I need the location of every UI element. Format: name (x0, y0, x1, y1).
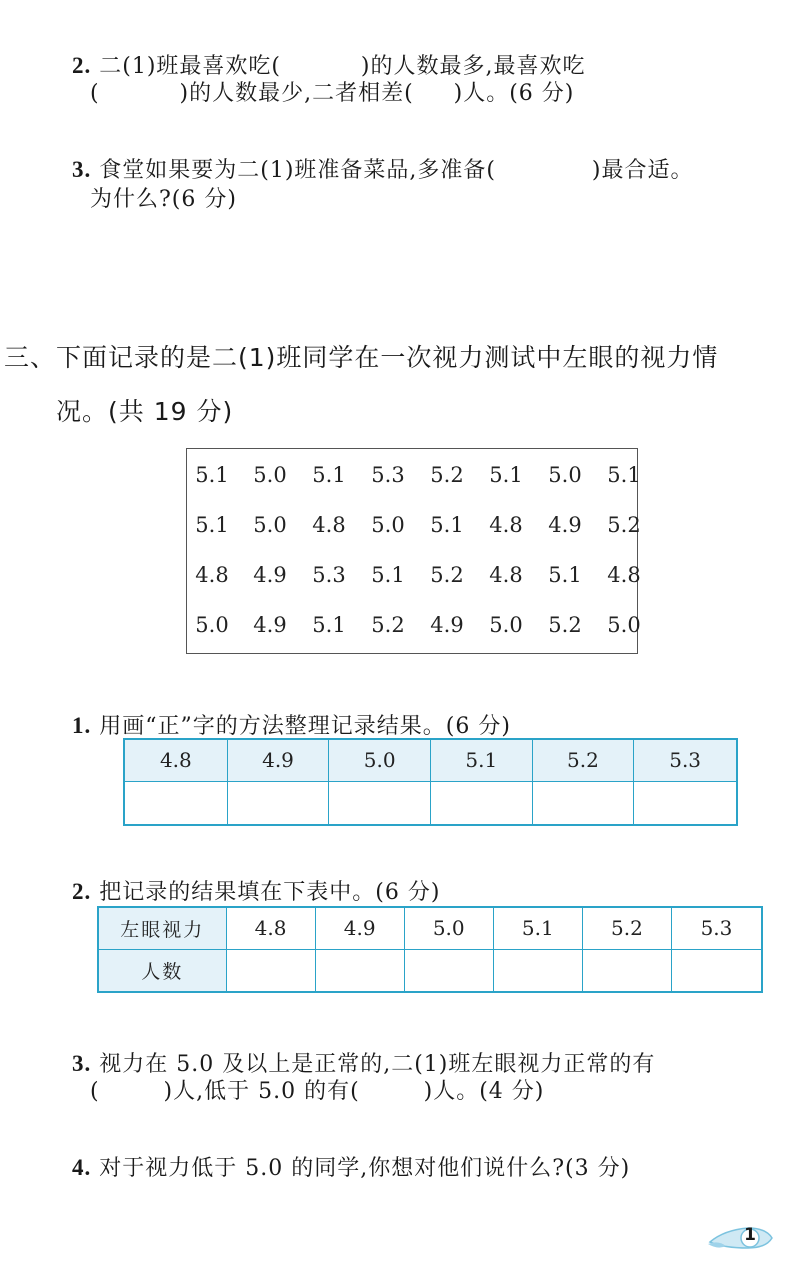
record-cell: 5.0 (371, 513, 405, 537)
tally-header-cell: 4.9 (227, 739, 329, 781)
s2-number: 2. (72, 879, 92, 904)
record-cell: 4.8 (312, 513, 346, 537)
tally-answer-row (124, 781, 737, 825)
result-value-cell: 4.8 (226, 907, 315, 949)
tally-answer-cell[interactable] (430, 781, 532, 825)
record-cell: 4.8 (607, 563, 641, 587)
section3-heading-line1: 三、下面记录的是二(1)班同学在一次视力测试中左眼的视力情 (4, 343, 719, 372)
record-cell: 5.1 (195, 513, 229, 537)
result-count-cell[interactable] (493, 949, 582, 992)
q3-line1 (56, 128, 694, 184)
result-value-cell: 5.3 (671, 907, 762, 949)
result-count-cell[interactable] (226, 949, 315, 992)
s2-text: 把记录的结果填在下表中。(6 分) (99, 880, 441, 905)
tally-answer-cell[interactable] (124, 781, 227, 825)
tally-answer-cell[interactable] (532, 781, 634, 825)
result-count-cell[interactable] (671, 949, 762, 992)
record-cell: 5.1 (195, 463, 229, 487)
record-cell: 5.1 (371, 563, 405, 587)
section3-heading-line2: 况。(共 19 分) (56, 397, 234, 426)
record-cell: 5.2 (548, 613, 582, 637)
result-value-cell: 5.1 (493, 907, 582, 949)
record-cell: 5.1 (548, 563, 582, 587)
record-cell: 5.2 (430, 463, 464, 487)
record-row (187, 463, 641, 493)
record-cell: 5.0 (607, 613, 641, 637)
tally-answer-cell[interactable] (227, 781, 329, 825)
result-count-row (98, 949, 762, 992)
rocket-icon (704, 1220, 774, 1256)
q3-number: 3. (72, 157, 92, 182)
result-count-cell[interactable] (315, 949, 404, 992)
record-cell: 4.8 (489, 513, 523, 537)
s4-number: 4. (72, 1155, 92, 1180)
tally-answer-cell[interactable] (329, 781, 431, 825)
record-cell: 5.1 (430, 513, 464, 537)
tally-header-row (124, 739, 737, 781)
record-cell: 5.1 (489, 463, 523, 487)
record-cell: 5.0 (548, 463, 582, 487)
tally-header-cell: 4.8 (124, 739, 227, 781)
result-value-cell: 5.0 (404, 907, 493, 949)
result-row-label: 左眼视力 (98, 907, 226, 949)
record-cell: 4.8 (489, 563, 523, 587)
result-vision-row (98, 907, 762, 949)
record-row (187, 513, 641, 543)
s3-line2: ( )人,低于 5.0 的有( )人。(4 分) (90, 1079, 545, 1104)
result-value-cell: 4.9 (315, 907, 404, 949)
s1-number: 1. (72, 713, 92, 738)
tally-header-cell: 5.1 (430, 739, 532, 781)
vision-record-box (186, 448, 641, 654)
s2-line (56, 850, 440, 906)
record-cell: 5.0 (195, 613, 229, 637)
record-cell: 5.2 (430, 563, 464, 587)
q2-line1 (56, 24, 586, 80)
record-cell: 5.0 (253, 513, 287, 537)
tally-answer-cell[interactable] (634, 781, 737, 825)
q2-line2: ( )的人数最少,二者相差( )人。(6 分) (90, 81, 575, 106)
s3-number: 3. (72, 1051, 92, 1076)
s3-line1 (56, 1022, 655, 1078)
s4-line (56, 1126, 630, 1182)
tally-header-cell: 5.0 (329, 739, 431, 781)
s3-text1: 视力在 5.0 及以上是正常的,二(1)班左眼视力正常的有 (99, 1052, 656, 1077)
record-row (187, 613, 641, 643)
s4-text: 对于视力低于 5.0 的同学,你想对他们说什么?(3 分) (99, 1156, 631, 1181)
q2-number: 2. (72, 53, 92, 78)
record-cell: 5.1 (312, 613, 346, 637)
q3-line2: 为什么?(6 分) (90, 187, 237, 212)
record-cell: 4.9 (548, 513, 582, 537)
tally-header-cell: 5.3 (634, 739, 737, 781)
record-cell: 4.9 (253, 563, 287, 587)
record-cell: 5.3 (312, 563, 346, 587)
s1-text: 用画“正”字的方法整理记录结果。(6 分) (99, 714, 511, 739)
result-row-label: 人数 (98, 949, 226, 992)
page-number-badge (704, 1220, 774, 1256)
q3-text1: 食堂如果要为二(1)班准备菜品,多准备( )最合适。 (99, 158, 694, 183)
result-table (97, 906, 763, 993)
record-cell: 5.3 (371, 463, 405, 487)
record-cell: 4.9 (253, 613, 287, 637)
record-cell: 5.0 (489, 613, 523, 637)
record-row (187, 563, 641, 593)
record-cell: 5.0 (253, 463, 287, 487)
result-count-cell[interactable] (404, 949, 493, 992)
record-cell: 4.9 (430, 613, 464, 637)
q2-text1: 二(1)班最喜欢吃( )的人数最多,最喜欢吃 (99, 54, 586, 79)
tally-header-cell: 5.2 (532, 739, 634, 781)
tally-table (123, 738, 738, 826)
record-cell: 5.1 (312, 463, 346, 487)
page-number: 1 (744, 1225, 756, 1245)
result-value-cell: 5.2 (582, 907, 671, 949)
result-count-cell[interactable] (582, 949, 671, 992)
s1-line (56, 684, 511, 740)
record-cell: 5.2 (371, 613, 405, 637)
record-cell: 4.8 (195, 563, 229, 587)
record-cell: 5.2 (607, 513, 641, 537)
record-cell: 5.1 (607, 463, 641, 487)
